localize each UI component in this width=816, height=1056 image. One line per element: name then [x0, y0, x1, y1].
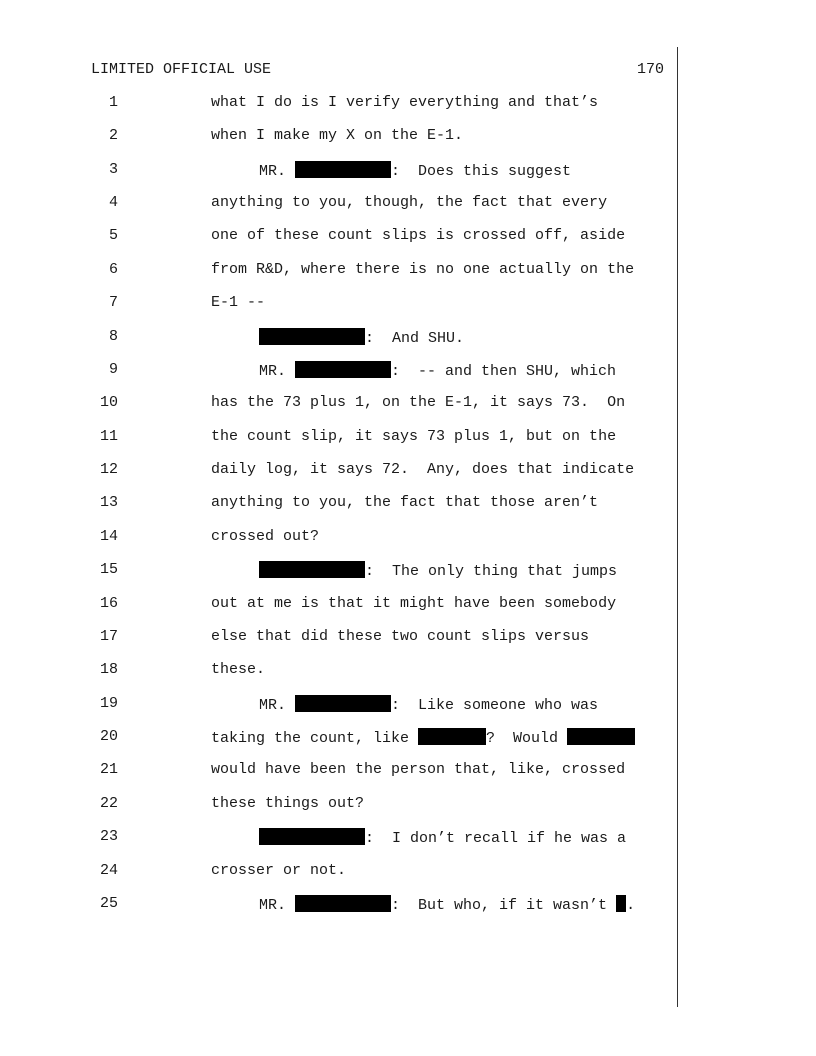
transcript-line: [0, 561, 670, 581]
text-segment: from R&D, where there is no one actually on the: [211, 260, 635, 278]
text-segment: when I make my X on the E-1.: [211, 127, 464, 145]
line-text: [211, 661, 265, 678]
text-segment: one of these count slips is crossed off, aside: [211, 227, 626, 245]
transcript-line: [0, 94, 670, 114]
line-text: [211, 628, 589, 645]
text-segment: MR.: [259, 896, 296, 914]
text-segment: E-1 --: [211, 294, 266, 312]
text-segment: MR.: [259, 362, 296, 380]
line-number: 14: [99, 527, 118, 545]
text-segment: : But who, if it wasn’t: [391, 896, 617, 914]
text-segment: : I don’t recall if he was a: [365, 830, 627, 848]
line-text: [211, 194, 607, 211]
transcript-line: [0, 294, 670, 314]
line-text: [211, 127, 463, 144]
line-text: [211, 461, 634, 478]
line-number: 21: [99, 761, 118, 779]
transcript-line: [0, 161, 670, 181]
line-number: 6: [108, 260, 118, 278]
text-segment: else that did these two count slips versus: [211, 627, 590, 645]
line-text: [211, 528, 319, 545]
line-text: [211, 428, 616, 445]
line-number: 16: [99, 594, 118, 612]
line-number: 18: [99, 661, 118, 679]
line-number: 11: [99, 427, 118, 445]
text-segment: : The only thing that jumps: [365, 563, 618, 581]
transcript-line: [0, 595, 670, 615]
transcript-line: [0, 328, 670, 348]
line-text: [259, 895, 635, 914]
text-segment: : Does this suggest: [391, 162, 572, 180]
transcript-line: [0, 127, 670, 147]
text-segment: MR.: [259, 162, 296, 180]
transcript-line: [0, 428, 670, 448]
transcript-line: [0, 394, 670, 414]
redaction-block: [295, 361, 391, 378]
transcript-line: [0, 828, 670, 848]
line-number: 5: [108, 227, 118, 245]
line-number: 12: [99, 461, 118, 479]
text-segment: out at me is that it might have been somebody: [211, 594, 617, 612]
text-segment: anything to you, the fact that those aren’t: [211, 494, 599, 512]
text-segment: what I do is I verify everything and that’s: [211, 94, 599, 111]
line-number: 4: [108, 194, 118, 212]
transcript-line: [0, 795, 670, 815]
redaction-block: [295, 161, 391, 178]
line-number: 3: [108, 160, 118, 178]
line-text: [259, 328, 464, 347]
text-segment: daily log, it says 72. Any, does that indicate: [211, 461, 635, 479]
redaction-block: [418, 728, 486, 745]
line-text: [211, 394, 625, 411]
text-segment: MR.: [259, 696, 296, 714]
text-segment: these things out?: [211, 794, 365, 812]
redaction-block: [259, 561, 365, 578]
line-number: 23: [99, 828, 118, 846]
redaction-block: [259, 828, 365, 845]
line-number: 1: [108, 94, 118, 111]
line-text: [211, 862, 346, 879]
redaction-block: [295, 895, 391, 912]
transcript-line: [0, 695, 670, 715]
transcript-line: [0, 895, 670, 915]
text-segment: has the 73 plus 1, on the E-1, it says 73. On: [211, 394, 626, 412]
line-number: 24: [99, 861, 118, 879]
text-segment: : -- and then SHU, which: [391, 362, 617, 380]
line-text: [259, 161, 571, 180]
line-number: 17: [99, 627, 118, 645]
line-text: [211, 494, 598, 511]
transcript-line: [0, 227, 670, 247]
line-number: 10: [99, 394, 118, 412]
redaction-block: [295, 695, 391, 712]
line-number: 7: [108, 294, 118, 312]
line-text: [211, 761, 625, 778]
line-number: 25: [99, 894, 118, 912]
text-segment: these.: [211, 661, 266, 679]
line-text: [211, 261, 634, 278]
line-text: [211, 94, 598, 111]
transcript-line: [0, 361, 670, 381]
line-number: 19: [99, 694, 118, 712]
text-segment: : Like someone who was: [391, 696, 599, 714]
transcript-line: [0, 194, 670, 214]
line-text: [211, 227, 625, 244]
right-margin-rule: [677, 47, 678, 1007]
page-number: 170: [637, 61, 665, 78]
line-text: [211, 728, 635, 747]
text-segment: crossed out?: [211, 527, 320, 545]
line-number: 20: [99, 728, 118, 746]
redaction-block: [259, 328, 365, 345]
page-header-classification: LIMITED OFFICIAL USE: [91, 61, 272, 78]
transcript-line: [0, 761, 670, 781]
text-segment: ? Would: [486, 730, 568, 748]
line-text: [259, 361, 616, 380]
line-number: 15: [99, 561, 118, 579]
line-text: [211, 595, 616, 612]
text-segment: : And SHU.: [365, 329, 465, 347]
line-text: [259, 561, 617, 580]
text-segment: would have been the person that, like, crossed: [211, 761, 626, 779]
transcript-line: [0, 494, 670, 514]
line-number: 8: [108, 327, 118, 345]
transcript-line: [0, 261, 670, 281]
transcript-line: [0, 628, 670, 648]
line-number: 9: [108, 360, 118, 378]
line-number: 2: [108, 127, 118, 145]
text-segment: taking the count, like: [211, 730, 419, 748]
line-text: [259, 828, 626, 847]
line-text: [211, 795, 364, 812]
line-number: 13: [99, 494, 118, 512]
text-segment: the count slip, it says 73 plus 1, but on the: [211, 427, 617, 445]
text-segment: anything to you, though, the fact that every: [211, 194, 608, 212]
transcript-line: [0, 528, 670, 548]
redaction-block: [567, 728, 635, 745]
line-text: [259, 695, 598, 714]
line-number: 22: [99, 794, 118, 812]
text-segment: crosser or not.: [211, 861, 347, 879]
text-segment: .: [626, 896, 636, 914]
transcript-line: [0, 862, 670, 882]
transcript-line: [0, 461, 670, 481]
line-text: [211, 294, 265, 311]
redaction-block: [616, 895, 626, 912]
transcript-line: [0, 661, 670, 681]
transcript-line: [0, 728, 670, 748]
